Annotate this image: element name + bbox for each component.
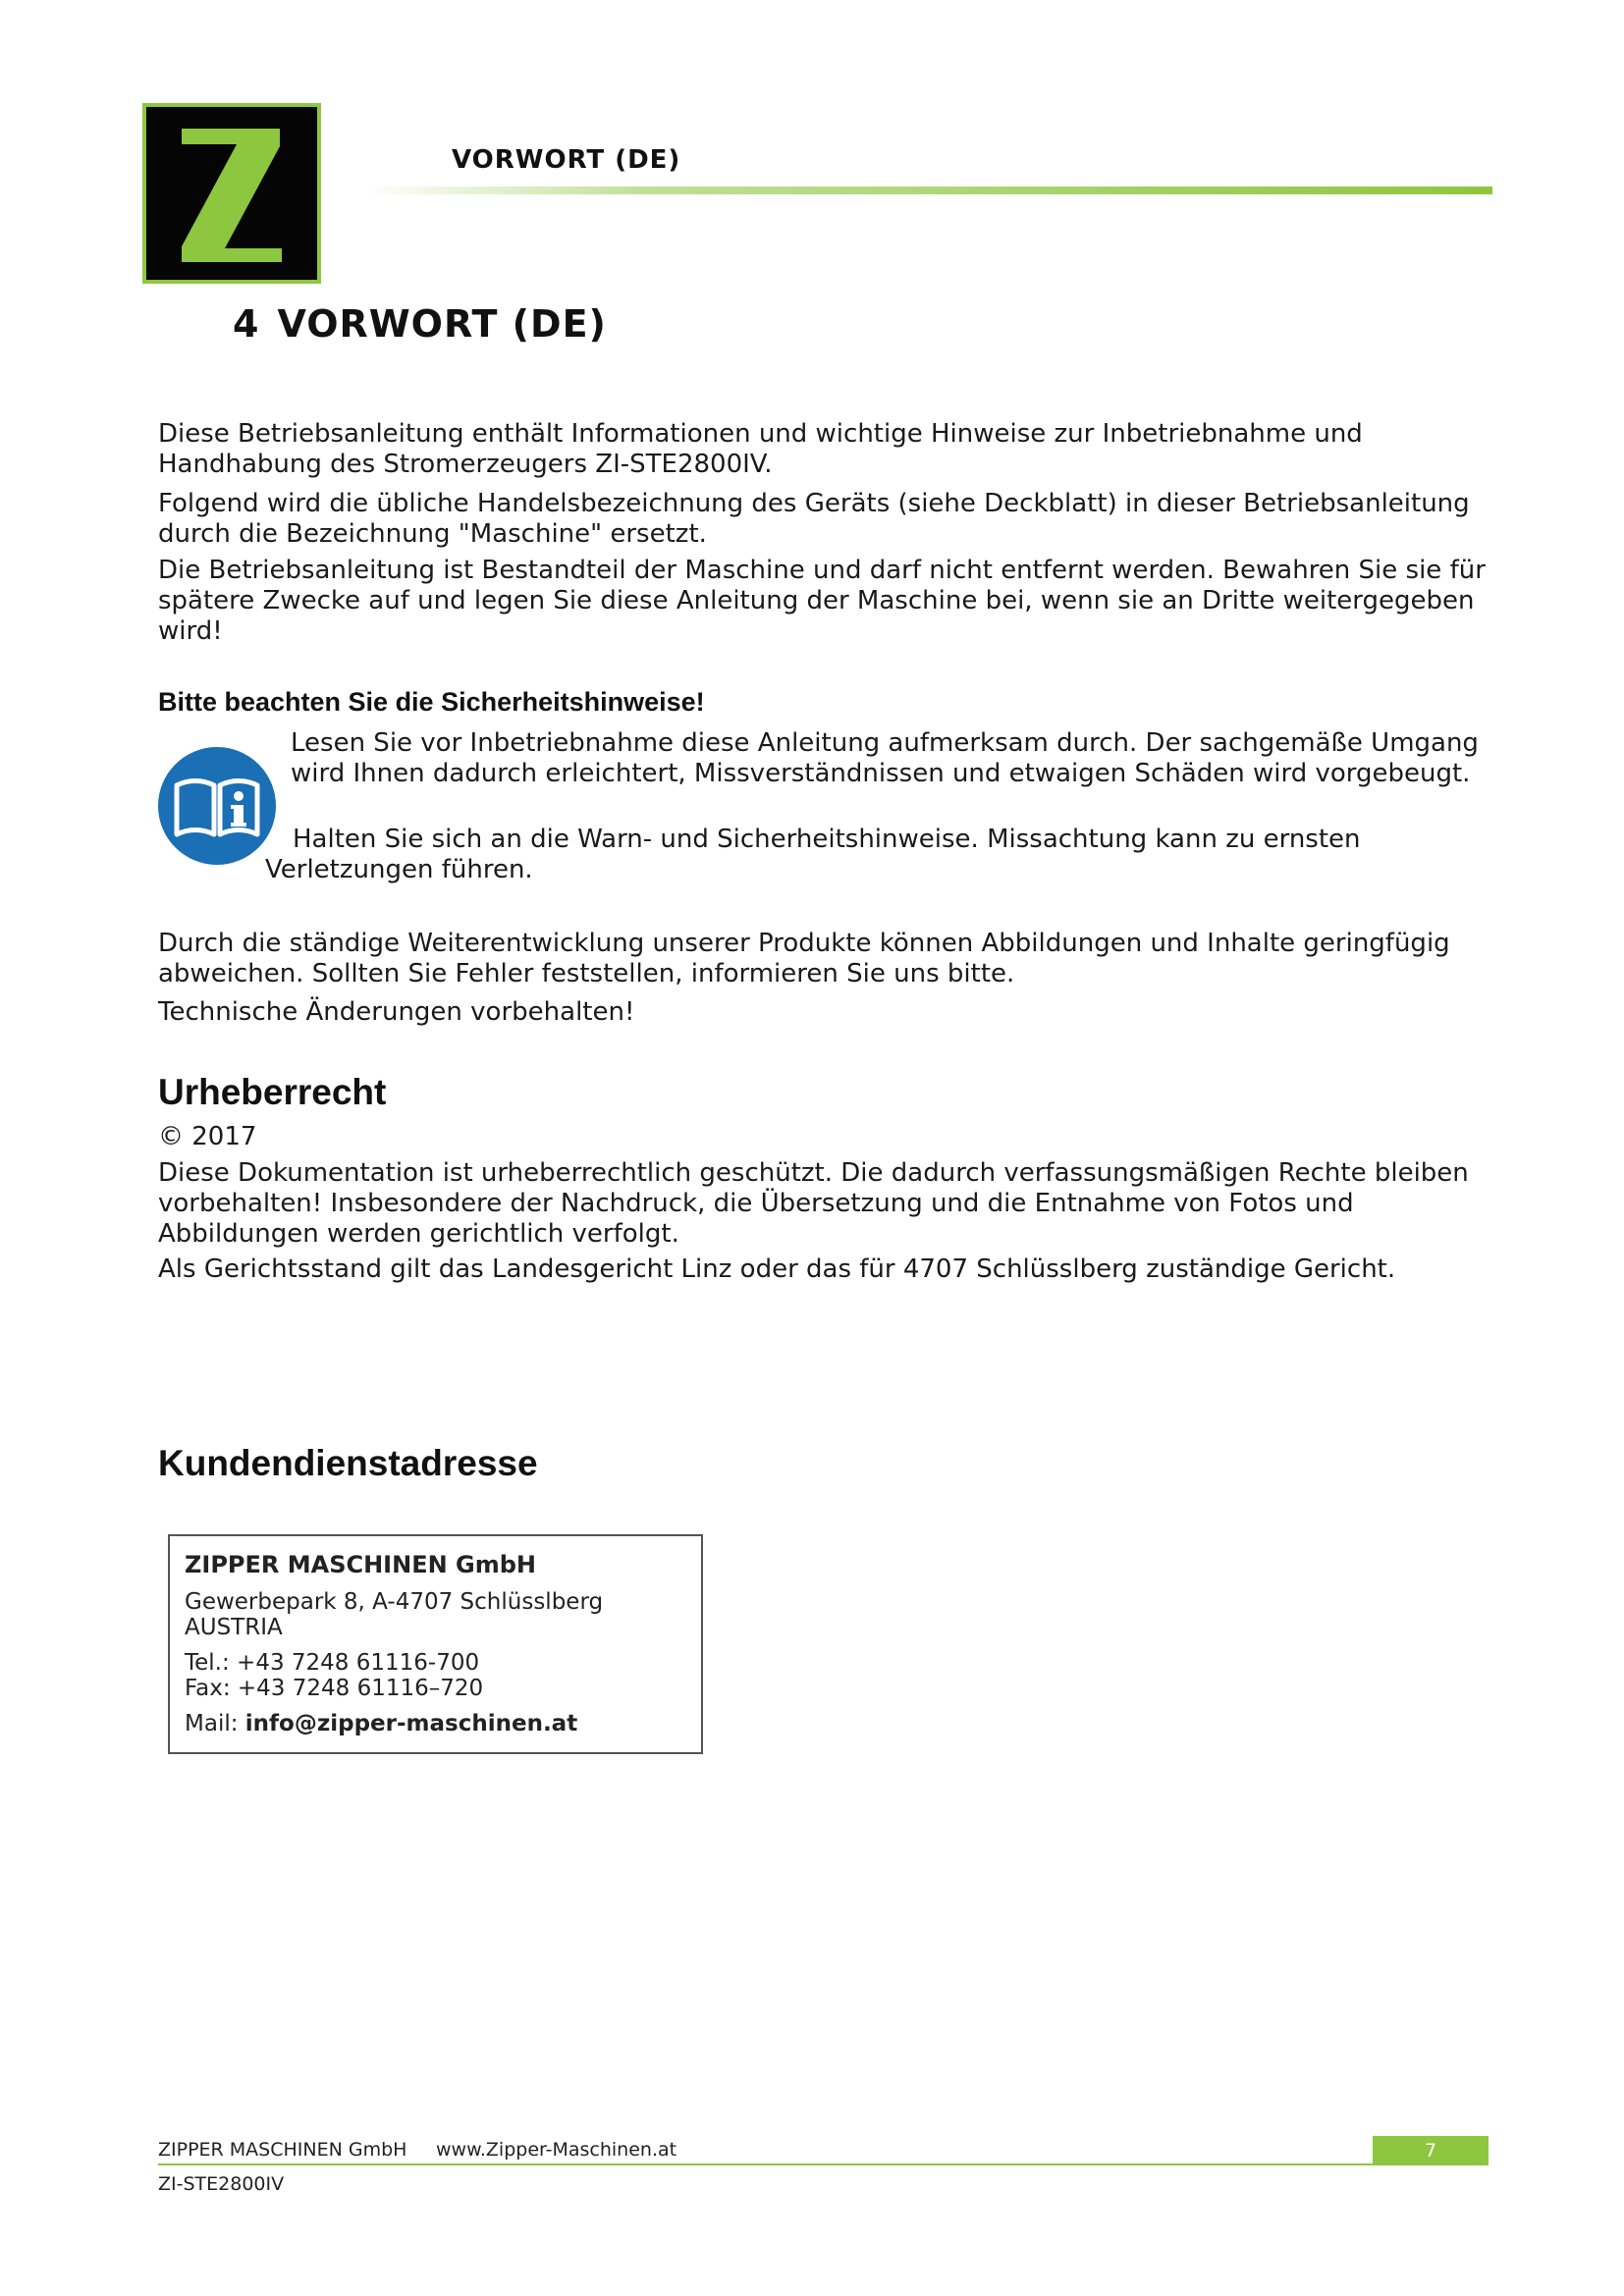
service-heading: Kundendienstadresse xyxy=(158,1443,538,1483)
address-fax: Fax: +43 7248 61116–720 xyxy=(185,1676,484,1701)
safety-note-2-line-1: Halten Sie sich an die Warn- und Sicherheitshinweise. Missachtung kann zu ernsten xyxy=(293,825,1361,854)
address-mail xyxy=(185,1711,701,1736)
address-street: Gewerbepark 8, A-4707 Schlüsslberg xyxy=(185,1589,604,1615)
page-number: 7 xyxy=(1373,2136,1489,2165)
address-box xyxy=(168,1534,703,1754)
mail-label: Mail: xyxy=(185,1711,245,1736)
intro-paragraph-1: Diese Betriebsanleitung enthält Informationen und wichtige Hinweise zur Inbetriebnahme und Handhabung des Stromerzeugers ZI-STE2800IV. xyxy=(158,419,1363,479)
footer-website-link[interactable]: www.Zipper-Maschinen.at xyxy=(436,2139,677,2161)
changes-paragraph: Durch die ständige Weiterentwicklung unserer Produkte können Abbildungen und Inhalte geringfügig abweichen. Sollten Sie Fehler feststellen, informieren Sie uns bitte. xyxy=(158,929,1450,988)
footer-rule xyxy=(158,2163,1489,2165)
safety-note-1: Lesen Sie vor Inbetriebnahme diese Anleitung aufmerksam durch. Der sachgemäße Umgang wird Ihnen dadurch erleichtert, Missverständnissen und etwaigen Schäden wird vorgebeugt. xyxy=(291,728,1479,788)
address-country: AUSTRIA xyxy=(185,1615,283,1640)
copyright-paragraph: Diese Dokumentation ist urheberrechtlich geschützt. Die dadurch verfassungsmäßigen Rechte bleiben vorbehalten! Insbesondere der Nachdruck, die Übersetzung und die Entnahme von Fotos und Abbildungen werden gerichtlich verfolgt. xyxy=(158,1158,1469,1249)
chapter-number: 4 xyxy=(233,302,260,346)
technical-changes-note: Technische Änderungen vorbehalten! xyxy=(158,997,635,1027)
safety-note-2-line-2: Verletzungen führen. xyxy=(265,855,533,884)
copyright-heading: Urheberrecht xyxy=(158,1072,387,1112)
footer-company: ZIPPER MASCHINEN GmbH xyxy=(158,2139,407,2161)
jurisdiction-paragraph: Als Gerichtsstand gilt das Landesgericht Linz oder das für 4707 Schlüsslberg zuständige Gericht. xyxy=(158,1255,1396,1284)
intro-paragraph-3: Die Betriebsanleitung ist Bestandteil der Maschine und darf nicht entfernt werden. Bewahren Sie sie für spätere Zwecke auf und legen Sie diese Anleitung der Maschine bei, wenn sie an Dritte weitergegeben wird! xyxy=(158,556,1486,646)
intro-paragraph-2: Folgend wird die übliche Handelsbezeichnung des Geräts (siehe Deckblatt) in dieser Betriebsanleitung durch die Bezeichnung "Maschine" ersetzt. xyxy=(158,489,1470,549)
header-title: VORWORT (DE) xyxy=(452,145,681,175)
safety-heading: Bitte beachten Sie die Sicherheitshinweise! xyxy=(158,687,705,717)
chapter-title xyxy=(233,302,607,346)
copyright-year: © 2017 xyxy=(158,1122,257,1151)
address-company: ZIPPER MASCHINEN GmbH xyxy=(185,1551,537,1578)
chapter-title-text: VORWORT (DE) xyxy=(277,302,607,346)
read-manual-icon xyxy=(157,746,277,866)
zipper-z-logo-icon xyxy=(142,103,321,284)
header-rule xyxy=(363,187,1492,194)
footer-model: ZI-STE2800IV xyxy=(158,2173,285,2195)
address-tel: Tel.: +43 7248 61116-700 xyxy=(185,1650,480,1676)
safety-note-2 xyxy=(265,825,1492,885)
mail-link[interactable]: info@zipper-maschinen.at xyxy=(244,1711,578,1736)
